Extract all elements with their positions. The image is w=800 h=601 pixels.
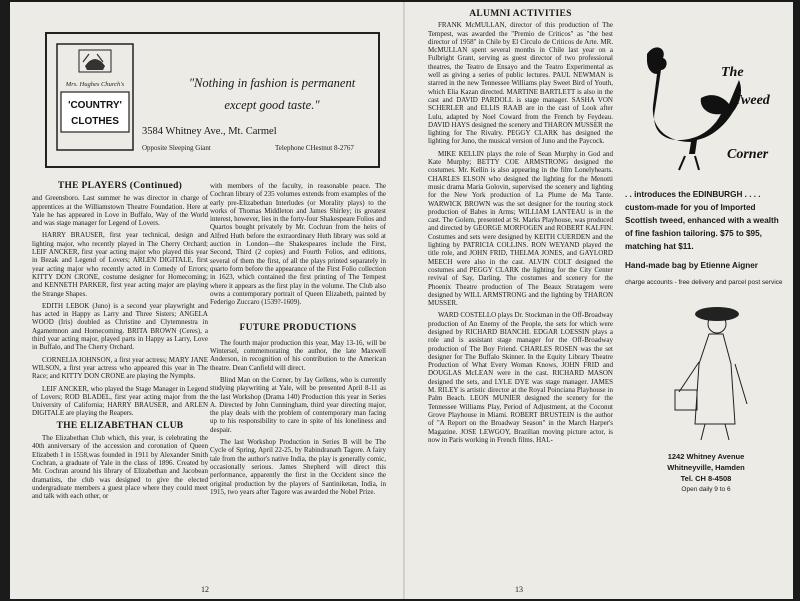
ad-address: 3584 Whitney Ave., Mt. Carmel [142,126,277,137]
logo-the: The [721,65,744,80]
rooster-logo [625,42,787,177]
future-paragraph-1: The fourth major production this year, May 13-16, will be Wintersel, commemorating the author, the late Maxwell Anderson, in recognition of his contribution to the American theatre. Dean Canfield will direct. [210,338,386,372]
future-paragraph-2: Blind Man on the Corner, by Jay Gellens, who is currently studying playwriting at Yale, will be presented April 8-11 as the last Workshop (Drama 140) Production this year in Series A. Directed by John Cunningham, third year directing major, the play deals with the problem of contemporary man facing up to his responsibility to care in spite of his loneliness and despair. [210,375,386,434]
ad-town: Whitneyville, Hamden [667,463,745,472]
alumni-paragraph-3: WARD COSTELLO plays Dr. Stockman in the Off-Broadway production of An Enemy of the People, the sets for which were designed by RICHARD BIANCHI. EDGAR LOESSIN plays a role and is assistant stage manager for the Off-Broadway production of The Boy Friend. CHARLES ROSEN was the set designer for The Buffalo Skinner. In the Equity Library Theatre Production of What Every Woman Knows, JOHN FRID and DOUGLAS McLEAN were in the cast. RICHARD MASON designed the sets, and LYLE DYE was stage manager. JAMES M. RILEY is artistic director at the Royal Poinciana Playhouse in Palm Beach. LEON MUNIER designed the scenery for the Tennessee Williams Play, Period of Adjustment, at the Coconut Grove Playhouse in Miami. ROBERT BRUSTEIN is the author of "A Report on the Broadway Season" in the March Harper's Magazine. JOSE LEWGOY, Brazilian moving picture actor, is now in Paris working in French films. HAL- [428,311,613,444]
alumni-paragraph-1: FRANK McMULLAN, director of this production of The Tempest, was awarded the "Premio de Criticos" as "the best director of 1958" in Chile by El Circulo de Criticos de Arte. MR. McMULLAN spent several months in Chile last year on a Fulbright Grant, serving as guest director of two professional theatres, the Teatro de Ensayo and the Teatro Experimental as well as giving a series of public lectures. PAUL NEWMAN is starred in the new Tennessee Williams play Sweet Bird of Youth, which Elia Kazan directed. MARTINE BARTLETT is also in the cast and DAVID PARDOLL is stage manager. SASHA VON SCHERLER and ELLIS RAAB are in the cast of Look after Lulu, adapted by Noel Coward from the French by Feydeau. DAVID HAYS designed the scenery and THARON MUSSER the lighting for The Rivalry. PEGGY CLARK has designed the lighting for Juno, the musical version of Juno and the Paycock. [428,21,613,146]
elizabethan-paragraph: The Elizabethan Club which, this year, is celebrating the 40th anniversary of the accession and coronation of Queen Elizabeth I in 1558,was founded in 1911 by Alexander Smith Cochran, a graduate of Yale in the class of 1896. Created by Mr. Cochran around his library of Elizabethan and Jacobean dramatists, the club was designed to give the elected undergraduate members a guest place where they could meet and talk with each other, or [32,434,208,501]
logo-name-2: CLOTHES [71,116,119,127]
left-column-2 [210,182,386,500]
ad-bag: Hand-made bag by Etienne Aigner [625,261,758,270]
page-number-left: 12 [201,585,209,594]
ad-address-line: 1242 Whitney Avenue [667,452,745,461]
tweed-corner-ad [625,42,787,587]
fashion-illustration [625,292,787,442]
ad-phone: Tel. CH 8-4508 [680,474,732,483]
players-paragraph-1: and Greensboro. Last summer he was director in charge of apprentices at the Williamstown Theatre Foundation. Here at Yale he has appeared in Love in Buffalo, Way of the World and was stage manager for Legend of Lovers. [32,194,208,228]
slogan-line-1: "Nothing in fashion is permanent [188,76,356,90]
country-clothes-logo [55,42,135,152]
logo-name-1: 'COUNTRY' [68,100,122,111]
program-spread [10,2,793,599]
players-heading: THE PLAYERS (Continued) [57,181,183,191]
logo-tweed: Tweed [733,93,770,108]
ad-charge: charge accounts - free delivery and parcel post service [625,279,783,286]
ad-opposite: Opposite Sleeping Giant [142,144,211,152]
alumni-column [428,10,613,448]
slogan-line-2: except good taste." [224,98,320,112]
elizabethan-continued: with members of the faculty, in reasonable peace. The Cochran library of 235 volumes extends from examples of the early pre-Elizabethan Interludes (or Morality plays) to the works of Thomas Middleton and James Shirley; its greatest interest, however, lies in the forty-four Shakespeare Folios and Quartos bought privately by Mr. Cochran from the heirs of Alfred Huth before the extraordinary Huth library was sold at auction in London—the Shakespeares include the First, Second, Third (2 copies) and Fourth Folios, and editions, several of them the first, of all the plays printed separately in quarto form before the appearance of the First Folio collection in 1623, which contained the first printing of The Tempest where it appears as the first play in the volume. The Club also owns a contemporary portrait of Queen Elizabeth, painted by Federigo Zuccaro (1539?-1609). [210,182,386,307]
ad-slogan [172,72,372,116]
players-paragraph-3: EDITH LEBOK (Juno) is a second year playwright and has acted in Happy as Larry and Three Sisters; ANGELA WOOD (Iris) doubled as Christine and Clytemnestra in Agamemnon and Homecoming. BRITA BROWN (Ceres), a third year acting major, played parts in Happy as Larry, Love in Buffalo, and The Cherry Orchard. [32,301,208,352]
future-paragraph-3: The last Workshop Production in Series B will be The Cycle of Spring, April 22-25, by Rabindranath Tagore. A fairy tale from the author's native India, the play is generally comic, occasionally serious. James Shepherd will direct this performance, apparently the first in the Occident since the original production by the players of Santiniketan, India, in 1915, two years after Tagore was awarded the Nobel Prize. [210,438,386,496]
page-number-right: 13 [515,585,523,594]
players-paragraph-4: CORNELIA JOHNSON, a first year actress; MARY JANE WILSON, a first year actress who appeared this year in The Race; and KITTY DON CRONE are playing the Nymphs. [32,355,208,381]
country-clothes-ad [45,32,380,168]
ad-intro: . . introduces the EDINBURGH . . . . custom-made for you of Imported Scottish tweed, enhanced with a wealth of fine fashion tailoring. $75 to $95, matching hat $11. [625,190,779,251]
alumni-paragraph-2: MIKE KELLIN plays the role of Sean Murphy in God and Kate Murphy; BETTY COE ARMSTRONG designed the costumes. Mr. Kellin is also appearing in the film Lonelyhearts. CHARLES ELSON who designed the lighting for the Menotti music drama Maria Golovin, supervised the scenery and lighting for the New York production of La Plume de Ma Tante. WARWICK BROWN was the set designer for the touring stock production of Babes in Arms; WILLIAM LANTEAU is in the cast. The Golem, presented at St. Marks Playhouse, was produced and directed by GEORGE MORFOGEN and ROBERT KALFIN. Costumes and sets were designed by KEITH CUERDEN and the lighting by PATRICIA COLLINS. RON WEYAND played the title role, and JOHN FRID, THELMA JONES, and GAYLORD MEECH were also in the cast. ALVIN COLT designed the costumes and PEGGY CLARK the lighting for the City Center revival of Say, Darling. The costumes and scenery for the Phoenix Theatre production of The Beaux Stratagem were designed by WILL ARMSTRONG and the lighting by THARON MUSSER. [428,149,613,308]
players-paragraph-5: LEIF ANCKER, who played the Stage Manager in Legend of Lovers; ROD BLADEL, first year acting major from the University of California; HARRY BRAUSER, and ARLEN DIGITALE are playing the Reapers. [32,384,208,418]
ad-telephone: Telephone CHestnut 8-2767 [275,144,354,152]
logo-corner: Corner [727,147,769,162]
page-fold [403,2,405,599]
players-paragraph-2: HARRY BRAUSER, first year technical, design and lighting major, who recently played in The Cherry Orchard; LEIF ANCKER, first year acting major who played this year in Bezak and Legend of Lovers; ARLEN DIGITALE, first year acting major who recently acted in Comedy of Errors; KITTY DON CRONE, costume designer for Homecoming; and KENNETH PARKER, first year acting major are playing the Strange Shapes. [32,231,208,298]
ad-hours: Open daily 9 to 6 [681,486,731,493]
logo-top-text: Mrs. Hughes Church's [65,81,125,88]
left-column-1 [32,182,208,504]
future-heading: FUTURE PRODUCTIONS [239,323,357,334]
elizabethan-heading: THE ELIZABETHAN CLUB [56,420,184,431]
ad-contact [625,451,787,495]
alumni-heading: ALUMNI ACTIVITIES [469,9,572,19]
